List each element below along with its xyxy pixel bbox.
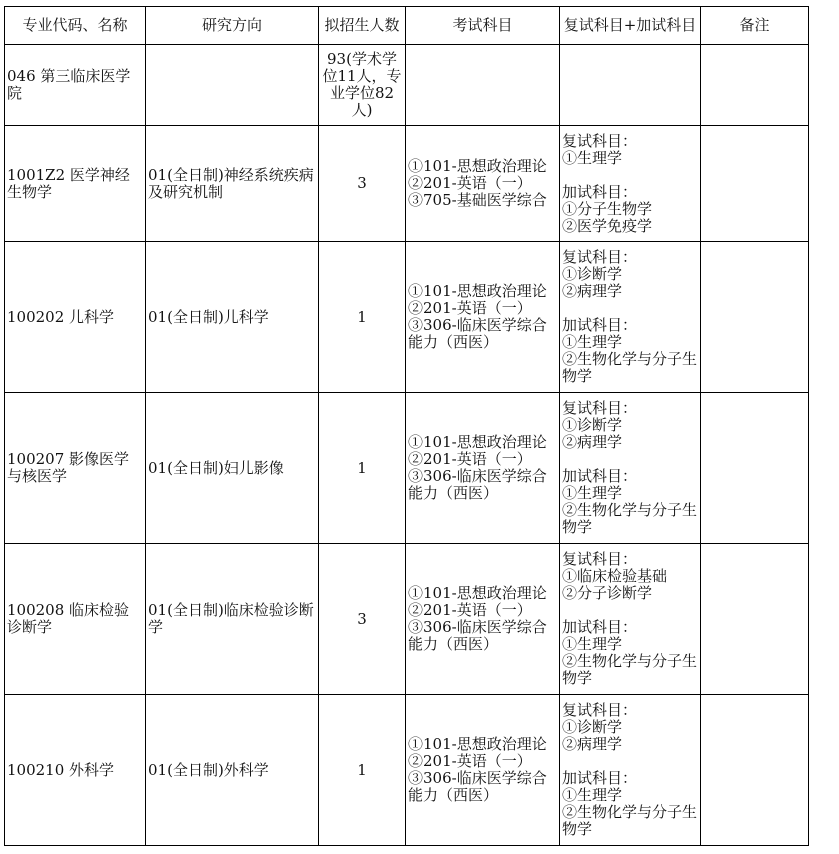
- header-exam: 考试科目: [406, 7, 560, 45]
- research-direction: 01(全日制)外科学: [146, 695, 319, 846]
- exam-subject: ①101-思想政治理论: [408, 584, 547, 602]
- major-code-name: 100210 外科学: [5, 695, 146, 846]
- extra-subject: ①生理学: [562, 786, 623, 804]
- extra-subject: ①分子生物学: [562, 199, 653, 218]
- extra-subject: ②医学免疫学: [562, 216, 653, 235]
- college-enroll: 93(学术学位11人，专业学位82人): [319, 45, 406, 126]
- retest-subject: ②分子诊断学: [562, 584, 653, 602]
- header-direction: 研究方向: [146, 7, 319, 45]
- extra-title: 加试科目：: [562, 182, 638, 201]
- exam-subject: ①101-思想政治理论: [408, 735, 547, 753]
- header-code-name: 专业代码、名称: [5, 7, 146, 45]
- admissions-table: [4, 6, 809, 846]
- extra-title: 加试科目：: [562, 316, 638, 334]
- retest-subjects: [560, 126, 701, 242]
- extra-subject: ②生物化学与分子生物学: [562, 652, 698, 687]
- note: [701, 544, 809, 695]
- retest-subject: ①诊断学: [562, 265, 623, 283]
- retest-title: 复试科目：: [562, 248, 638, 266]
- enroll-count: 3: [319, 126, 406, 242]
- major-code-name: 1001Z2 医学神经生物学: [5, 126, 146, 242]
- exam-subjects: [406, 126, 560, 242]
- enroll-count: 3: [319, 544, 406, 695]
- extra-subject: ①生理学: [562, 635, 623, 653]
- table-row: [5, 242, 809, 393]
- retest-title: 复试科目：: [562, 399, 638, 417]
- enroll-count: 1: [319, 242, 406, 393]
- table-row: [5, 393, 809, 544]
- research-direction: 01(全日制)妇儿影像: [146, 393, 319, 544]
- exam-subjects: [406, 242, 560, 393]
- college-note: [701, 45, 809, 126]
- exam-subject: ③306-临床医学综合能力（西医）: [408, 769, 547, 804]
- exam-subjects: [406, 695, 560, 846]
- exam-subject: ②201-英语（一）: [408, 299, 532, 317]
- retest-subject: ①生理学: [562, 148, 623, 167]
- exam-subject: ②201-英语（一）: [408, 174, 532, 192]
- exam-subject: ②201-英语（一）: [408, 450, 532, 468]
- retest-title: 复试科目：: [562, 701, 638, 719]
- college-row: [5, 45, 809, 126]
- exam-subject: ②201-英语（一）: [408, 601, 532, 619]
- extra-subject: ②生物化学与分子生物学: [562, 501, 698, 536]
- retest-subjects: [560, 544, 701, 695]
- exam-subject: ①101-思想政治理论: [408, 157, 547, 175]
- college-code-name: 046 第三临床医学院: [5, 45, 146, 126]
- extra-title: 加试科目：: [562, 769, 638, 787]
- retest-subjects: [560, 695, 701, 846]
- header-retest: 复试科目+加试科目: [560, 7, 701, 45]
- retest-title: 复试科目：: [562, 550, 638, 568]
- extra-subject: ①生理学: [562, 484, 623, 502]
- note: [701, 126, 809, 242]
- retest-subjects: [560, 393, 701, 544]
- retest-subject: ①诊断学: [562, 416, 623, 434]
- college-retest: [560, 45, 701, 126]
- enroll-count: 1: [319, 695, 406, 846]
- exam-subject: ①101-思想政治理论: [408, 282, 547, 300]
- note: [701, 695, 809, 846]
- retest-subjects: [560, 242, 701, 393]
- research-direction: 01(全日制)儿科学: [146, 242, 319, 393]
- header-enroll: 拟招生人数: [319, 7, 406, 45]
- retest-subject: ①临床检验基础: [562, 567, 668, 585]
- table-row: [5, 126, 809, 242]
- college-direction: [146, 45, 319, 126]
- major-code-name: 100207 影像医学与核医学: [5, 393, 146, 544]
- enroll-count: 1: [319, 393, 406, 544]
- note: [701, 242, 809, 393]
- retest-subject: ②病理学: [562, 735, 623, 753]
- exam-subjects: [406, 393, 560, 544]
- research-direction: 01(全日制)神经系统疾病及研究机制: [146, 126, 319, 242]
- research-direction: 01(全日制)临床检验诊断学: [146, 544, 319, 695]
- retest-subject: ②病理学: [562, 282, 623, 300]
- extra-title: 加试科目：: [562, 467, 638, 485]
- major-code-name: 100208 临床检验诊断学: [5, 544, 146, 695]
- college-exam: [406, 45, 560, 126]
- exam-subject: ①101-思想政治理论: [408, 433, 547, 451]
- exam-subject: ③306-临床医学综合能力（西医）: [408, 618, 547, 653]
- header-row: [5, 7, 809, 45]
- exam-subject: ②201-英语（一）: [408, 752, 532, 770]
- extra-title: 加试科目：: [562, 618, 638, 636]
- retest-title: 复试科目：: [562, 131, 638, 150]
- header-note: 备注: [701, 7, 809, 45]
- major-code-name: 100202 儿科学: [5, 242, 146, 393]
- table-row: [5, 544, 809, 695]
- retest-subject: ②病理学: [562, 433, 623, 451]
- extra-subject: ①生理学: [562, 333, 623, 351]
- extra-subject: ②生物化学与分子生物学: [562, 350, 698, 385]
- exam-subjects: [406, 544, 560, 695]
- table-row: [5, 695, 809, 846]
- exam-subject: ③705-基础医学综合: [408, 191, 547, 209]
- exam-subject: ③306-临床医学综合能力（西医）: [408, 467, 547, 502]
- exam-subject: ③306-临床医学综合能力（西医）: [408, 316, 547, 351]
- retest-subject: ①诊断学: [562, 718, 623, 736]
- extra-subject: ②生物化学与分子生物学: [562, 803, 698, 838]
- note: [701, 393, 809, 544]
